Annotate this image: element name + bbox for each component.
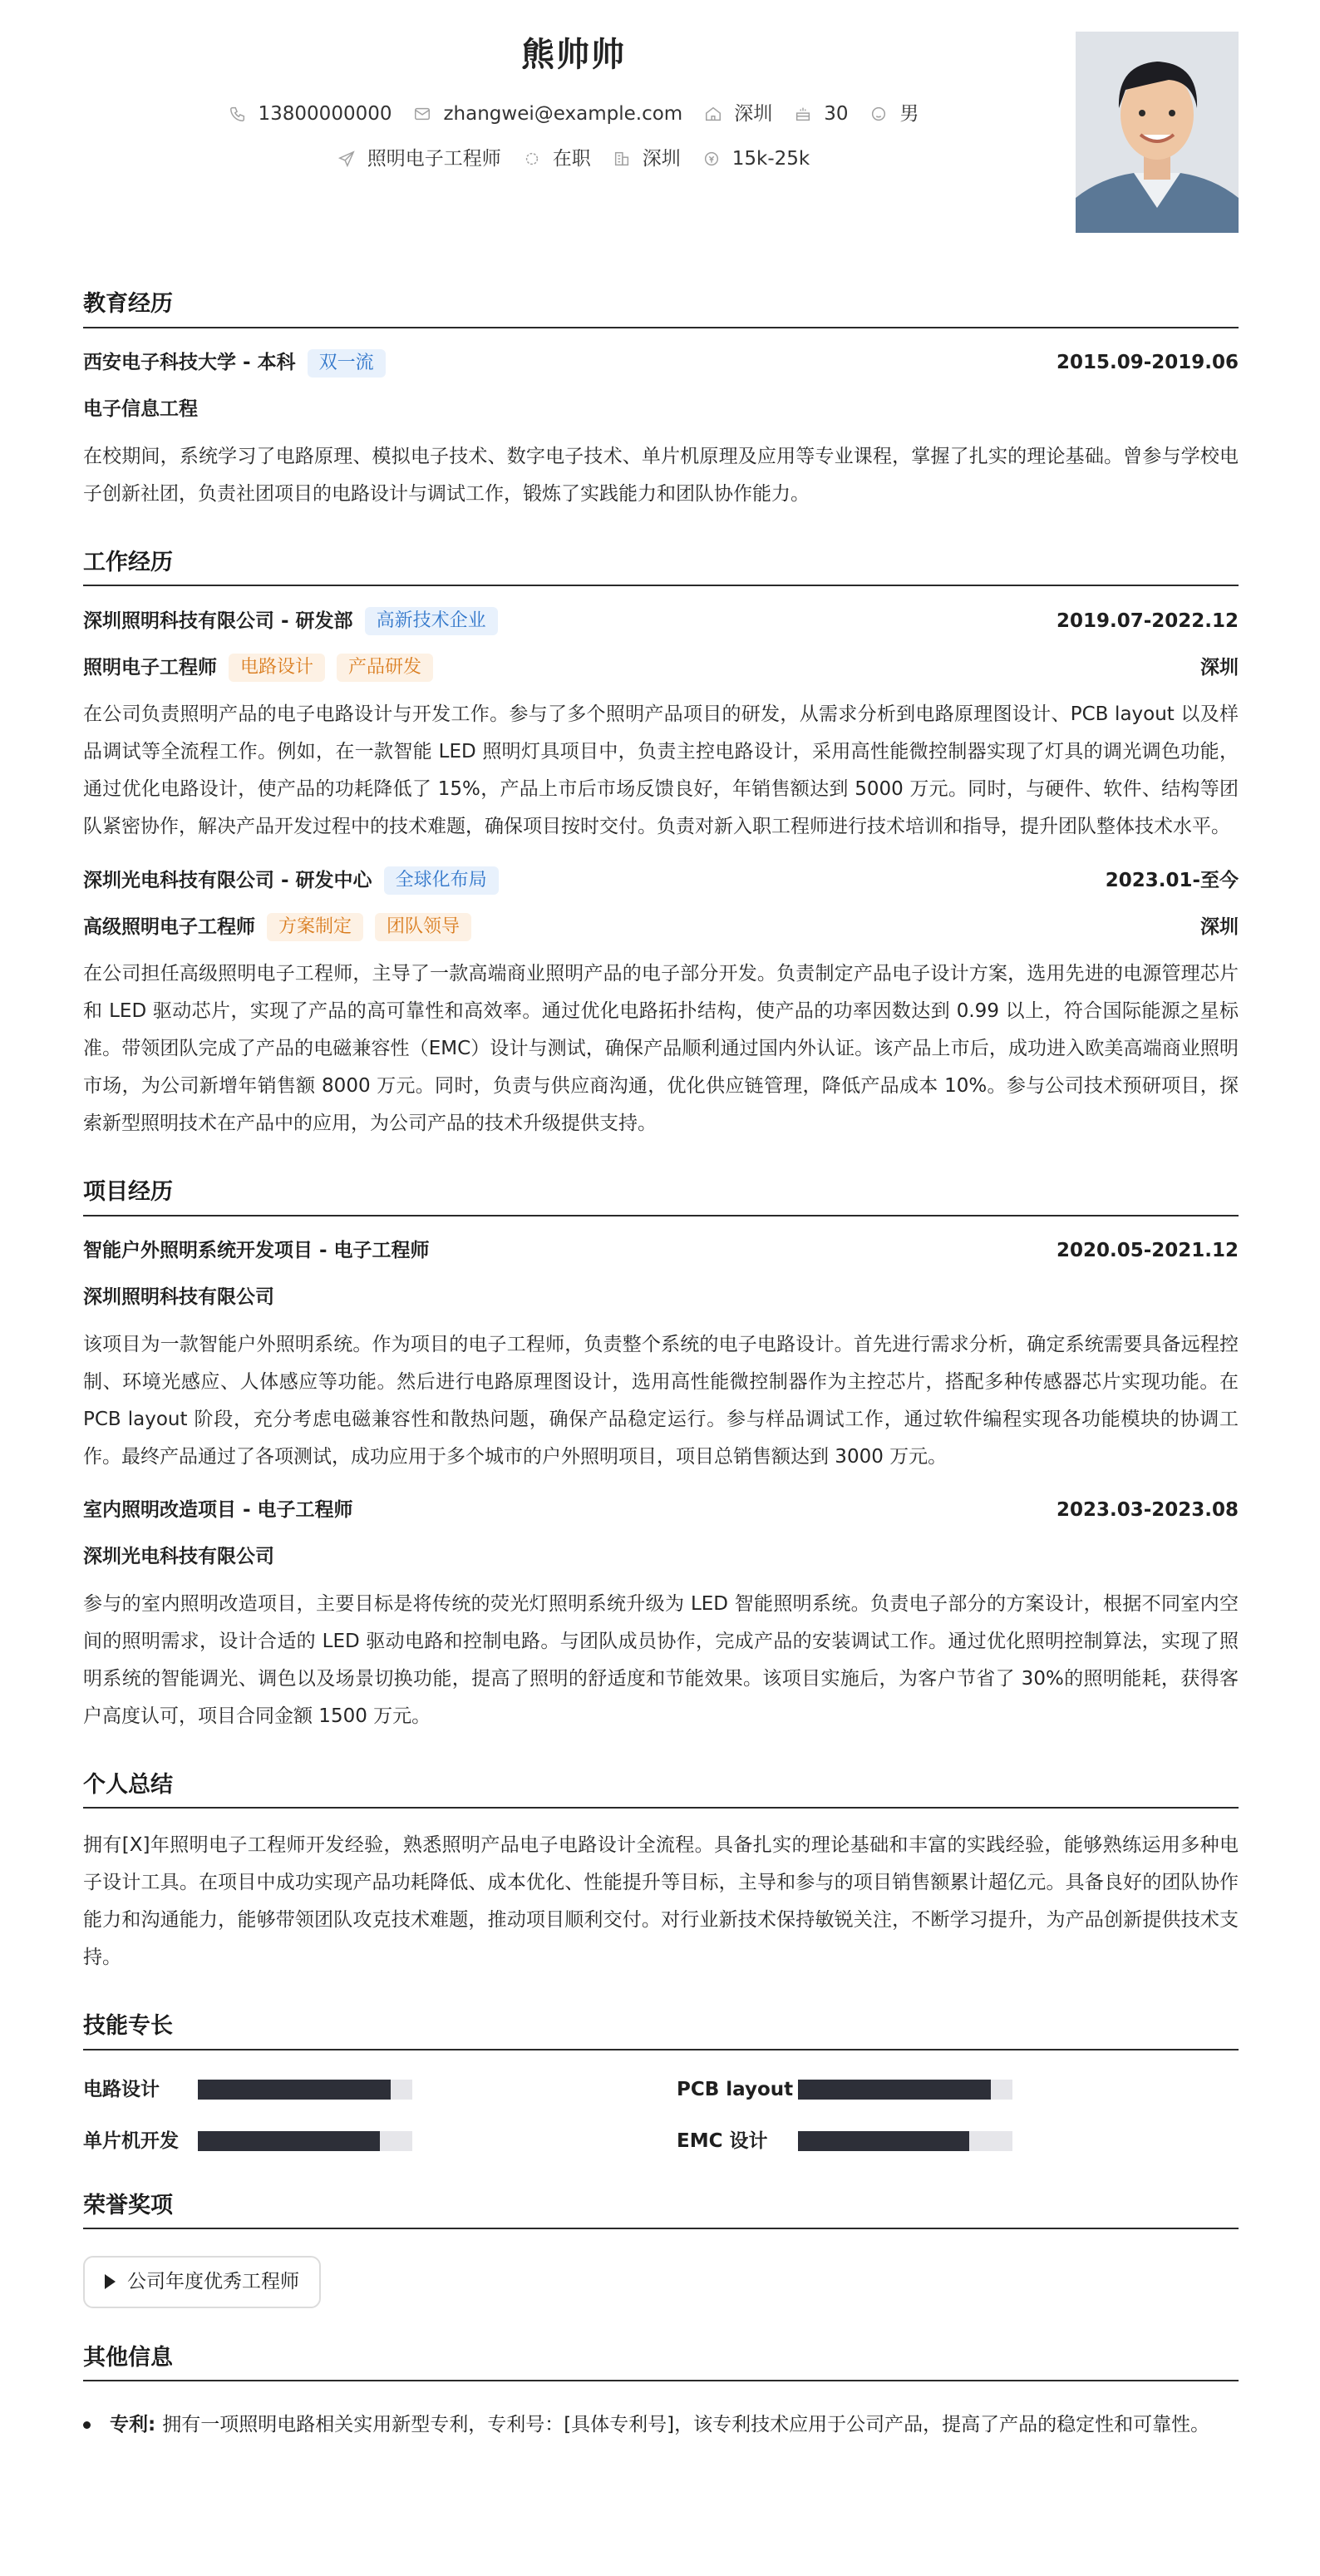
age-item xyxy=(794,100,848,129)
work-location: 深圳 xyxy=(1200,915,1239,938)
email-item xyxy=(413,100,682,129)
skill-name: EMC 设计 xyxy=(677,2130,768,2152)
target-city-item xyxy=(613,145,681,174)
award-text: 公司年度优秀工程师 xyxy=(127,2271,299,2292)
age-text: 30 xyxy=(824,103,849,125)
education-header-row xyxy=(83,347,1239,380)
job-title-text: 照明电子工程师 xyxy=(367,148,501,170)
skill-bar-fill xyxy=(198,2080,391,2100)
phone-icon xyxy=(229,105,247,123)
project-company: 深圳照明科技有限公司 xyxy=(83,1286,274,1309)
awards-title: 荣誉奖项 xyxy=(83,2189,1239,2230)
salary-item xyxy=(702,145,810,174)
role-tag: 产品研发 xyxy=(337,654,433,682)
work-desc: 在公司担任高级照明电子工程师，主导了一款高端商业照明产品的电子部分开发。负责制定产品电子设计方案，选用先进的电源管理芯片和 LED 驱动芯片，实现了产品的高可靠性和高效率。通过优化电路拓扑结构，使产品的功率因数达到 0.99 以上，符合国际能源之星标准。带领团队完成了产品的电磁兼容性（EMC）设计与测试，确保产品顺利通过国内外认证。该产品上市后，成功进入欧美高端商业照明市场，为公司新增年销售额 8000 万元。同时，负责与供应商沟通，优化供应链管理，降低产品成本 10%。参与公司技术预研项目，探索新型照明技术在产品中的应用，为公司产品的技术升级提供支持。 xyxy=(83,963,1239,1134)
job-intent-row xyxy=(83,145,1064,174)
skills-grid xyxy=(83,2075,1239,2156)
job-title-item xyxy=(337,145,501,174)
other-section xyxy=(83,2342,1239,2445)
skill-bar-fill xyxy=(798,2131,969,2151)
work-section xyxy=(83,546,1239,1143)
education-section xyxy=(83,288,1239,513)
work-date: 2019.07-2022.12 xyxy=(1056,609,1239,632)
skill-item xyxy=(83,2075,677,2105)
cake-icon xyxy=(794,105,812,123)
status-text: 在职 xyxy=(552,148,591,170)
contact-row xyxy=(83,100,1064,129)
email-text: zhangwei@example.com xyxy=(443,103,683,125)
work-title: 工作经历 xyxy=(83,546,1239,587)
phone-text: 13800000000 xyxy=(258,103,392,125)
skill-name: 电路设计 xyxy=(83,2078,160,2100)
skill-bar xyxy=(198,2131,412,2151)
project-date: 2023.03-2023.08 xyxy=(1056,1499,1239,1522)
role-tag: 方案制定 xyxy=(267,913,363,941)
skill-bar xyxy=(798,2080,1012,2100)
project-company: 深圳光电科技有限公司 xyxy=(83,1546,274,1568)
city-text: 深圳 xyxy=(734,103,773,125)
phone-item xyxy=(229,100,392,129)
summary-title: 个人总结 xyxy=(83,1769,1239,1809)
project-entry xyxy=(83,1494,1239,1735)
send-icon xyxy=(337,150,356,168)
project-desc: 参与的室内照明改造项目，主要目标是将传统的荧光灯照明系统升级为 LED 智能照明系统。负责电子部分的方案设计，根据不同室内空间的照明需求，设计合适的 LED 驱动电路和控制电路。与团队成员协作，完成产品的安装调试工作。通过优化照明控制算法，实现了照明系统的智能调光、调色以及场景切换功能，提高了照明的舒适度和节能效果。该项目实施后，为客户节省了 30%的照明能耗，获得客户高度认可，项目合同金额 1500 万元。 xyxy=(83,1592,1239,1727)
work-location: 深圳 xyxy=(1200,656,1239,679)
gender-text: 男 xyxy=(899,103,919,125)
skill-name: 单片机开发 xyxy=(83,2130,179,2152)
project-name: 室内照明改造项目 - 电子工程师 xyxy=(83,1499,353,1522)
skill-bar-fill xyxy=(198,2131,380,2151)
skill-bar-fill xyxy=(798,2080,991,2100)
bullet-icon xyxy=(83,2421,91,2429)
work-date: 2023.01-至今 xyxy=(1105,869,1239,891)
skill-bar xyxy=(198,2080,412,2100)
company-tag: 高新技术企业 xyxy=(365,607,498,635)
role-name: 照明电子工程师 xyxy=(83,656,217,679)
school-line: 西安电子科技大学 - 本科 xyxy=(83,352,296,374)
status-icon xyxy=(523,150,541,168)
company-tag: 全球化布局 xyxy=(384,866,499,895)
city-item xyxy=(704,100,772,129)
gender-icon xyxy=(869,105,888,123)
education-title: 教育经历 xyxy=(83,288,1239,328)
projects-title: 项目经历 xyxy=(83,1176,1239,1216)
company-name: 深圳光电科技有限公司 - 研发中心 xyxy=(83,869,372,891)
candidate-name: 熊帅帅 xyxy=(521,36,626,74)
project-desc: 该项目为一款智能户外照明系统。作为项目的电子工程师，负责整个系统的电子电路设计。首先进行需求分析，确定系统需要具备远程控制、环境光感应、人体感应等功能。然后进行电路原理图设计，选用高性能微控制器作为主控芯片，搭配多种传感器芯片实现功能。在 PCB layout 阶段，充分考虑电磁兼容性和散热问题，确保产品稳定运行。参与样品调试工作，通过软件编程实现各功能模块的协调工作。最终产品通过了各项测试，成功应用于多个城市的户外照明项目，项目总销售额达到 3000 万元。 xyxy=(83,1333,1239,1468)
skill-name: PCB layout xyxy=(677,2078,794,2100)
mail-icon xyxy=(413,105,431,123)
building-icon xyxy=(613,150,631,168)
education-date: 2015.09-2019.06 xyxy=(1056,352,1239,374)
summary-desc: 拥有[X]年照明电子工程师开发经验，熟悉照明产品电子电路设计全流程。具备扎实的理论基础和丰富的实践经验，能够熟练运用多种电子设计工具。在项目中成功实现产品功耗降低、成本优化、性能提升等目标，主导和参与的项目销售额累计超亿元。具备良好的团队协作能力和沟通能力，能够带领团队攻克技术难题，推动项目顺利交付。对行业新技术保持敏锐关注，不断学习提升，为产品创新提供技术支持。 xyxy=(83,1834,1239,1968)
gender-item xyxy=(869,100,919,129)
other-label: 专利: xyxy=(110,2414,156,2435)
skill-item xyxy=(677,2127,1239,2156)
other-desc: 拥有一项照明电路相关实用新型专利，专利号：[具体专利号]，该专利技术应用于公司产品，提高了产品的稳定性和可靠性。 xyxy=(162,2414,1210,2435)
status-item xyxy=(523,145,591,174)
education-desc: 在校期间，系统学习了电路原理、模拟电子技术、数字电子技术、单片机原理及应用等专业课程，掌握了扎实的理论基础。曾参与学校电子创新社团，负责社团项目的电路设计与调试工作，锻炼了实践能力和团队协作能力。 xyxy=(83,445,1239,505)
role-tag: 团队领导 xyxy=(375,913,471,941)
coin-icon xyxy=(702,150,721,168)
project-entry xyxy=(83,1235,1239,1476)
awards-section xyxy=(83,2189,1239,2308)
profile-photo xyxy=(1076,32,1239,233)
salary-text: 15k-25k xyxy=(731,148,810,170)
projects-section xyxy=(83,1176,1239,1735)
skill-item xyxy=(83,2127,677,2156)
work-entry xyxy=(83,605,1239,846)
skills-section xyxy=(83,2010,1239,2156)
other-item xyxy=(83,2406,1239,2444)
major: 电子信息工程 xyxy=(83,398,198,421)
role-tag: 电路设计 xyxy=(229,654,325,682)
other-title: 其他信息 xyxy=(83,2342,1239,2382)
skills-title: 技能专长 xyxy=(83,2010,1239,2050)
education-entry xyxy=(83,347,1239,513)
project-name: 智能户外照明系统开发项目 - 电子工程师 xyxy=(83,1240,430,1262)
summary-section xyxy=(83,1769,1239,1977)
play-icon xyxy=(105,2274,116,2289)
resume-header xyxy=(83,30,1239,254)
skill-item xyxy=(677,2075,1239,2105)
role-name: 高级照明电子工程师 xyxy=(83,915,255,938)
target-city-text: 深圳 xyxy=(642,148,681,170)
home-icon xyxy=(704,105,722,123)
company-name: 深圳照明科技有限公司 - 研发部 xyxy=(83,609,353,632)
work-desc: 在公司负责照明产品的电子电路设计与开发工作。参与了多个照明产品项目的研发，从需求分析到电路原理图设计、PCB layout 以及样品调试等全流程工作。例如，在一款智能 LED 照明灯具项目中，负责主控电路设计，采用高性能微控制器实现了灯具的调光调色功能，通过优化电路设计，使产品的功耗降低了 15%，产品上市后市场反馈良好，年销售额达到 5000 万元。同时，与硬件、软件、结构等团队紧密协作，解决产品开发过程中的技术难题，确保项目按时交付。负责对新入职工程师进行技术培训和指导，提升团队整体技术水平。 xyxy=(83,703,1239,837)
work-entry xyxy=(83,864,1239,1142)
school-tag: 双一流 xyxy=(308,349,386,378)
skill-bar xyxy=(798,2131,1012,2151)
award-item[interactable] xyxy=(83,2256,321,2308)
project-date: 2020.05-2021.12 xyxy=(1056,1240,1239,1262)
